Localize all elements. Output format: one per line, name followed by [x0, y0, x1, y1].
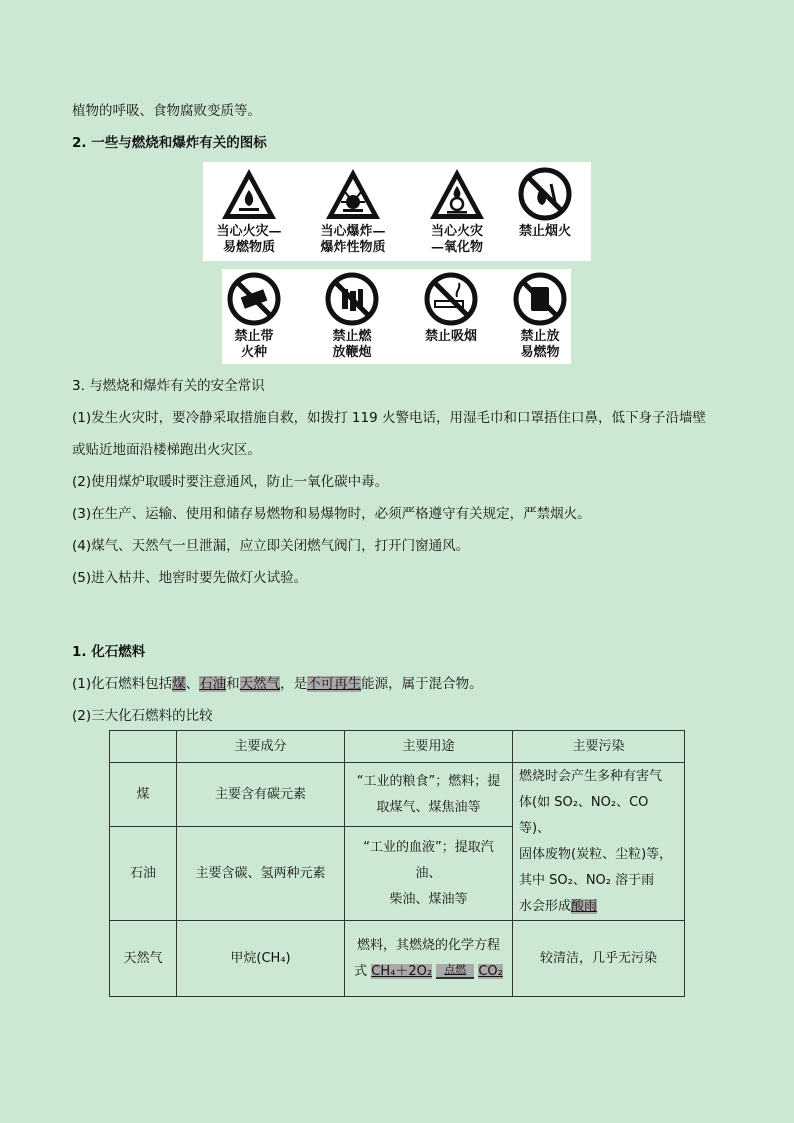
equation-product: CO₂	[478, 963, 503, 979]
fuel-name: 石油	[110, 827, 177, 921]
equation-condition-label: 点燃	[444, 962, 467, 976]
fuel-use	[345, 921, 513, 997]
sign-caption: 禁止燃 放鞭炮	[332, 329, 372, 360]
fuel-use-line: 取煤气、煤焦油等	[376, 799, 481, 815]
answer-gas: 天然气	[239, 676, 281, 692]
answer-acid-rain: 酸雨	[571, 898, 598, 914]
sign-panel-row1	[203, 162, 591, 261]
answer-nonrenewable: 不可再生	[307, 676, 362, 692]
pollution-line: 其中 SO₂、NO₂ 溶于雨	[519, 872, 655, 888]
fossil-fuels-intro	[72, 674, 483, 694]
fuel-use	[345, 827, 513, 921]
sign-caption: 禁止吸烟	[424, 329, 477, 344]
sign-explosive	[307, 166, 399, 256]
safety-item-4: (4)煤气、天然气一旦泄漏，应立即关闭燃气阀门，打开门窗通风。	[72, 538, 470, 554]
table-header-row	[110, 731, 685, 763]
fuel-pollution: 较清洁，几乎无污染	[513, 921, 685, 997]
no-fire-icon	[515, 166, 575, 222]
fuel-name: 煤	[110, 763, 177, 827]
sign-caption: 禁止带 火种	[234, 329, 274, 360]
fossil-fuel-comparison-table	[109, 730, 685, 997]
fuel-use-line: 燃料，其燃烧的化学方程	[356, 937, 500, 953]
sign-flammable	[203, 166, 295, 256]
fossil-text: ，是	[280, 676, 308, 692]
pollution-line: 水会形成	[519, 898, 572, 914]
fuel-composition: 主要含碳、氢两种元素	[177, 827, 345, 921]
answer-oil: 石油	[199, 676, 227, 692]
fuel-composition: 主要含有碳元素	[177, 763, 345, 827]
sign-oxidizer	[411, 166, 503, 256]
no-fireworks-icon	[322, 271, 382, 327]
section-heading-fossil: 1. 化石燃料	[72, 644, 146, 660]
sign-no-kindling	[208, 271, 300, 361]
no-smoking-icon	[421, 271, 481, 327]
pollution-line: 燃烧时会产生多种有害气	[519, 768, 663, 784]
table-header: 主要用途	[345, 731, 513, 763]
fuel-name: 天然气	[110, 921, 177, 997]
sign-no-flammables	[494, 271, 586, 361]
sign-no-fire	[499, 166, 591, 240]
safety-item-3: (3)在生产、运输、使用和储存易燃物和易爆物时，必须严格遵守有关规定，严禁烟火。	[72, 506, 591, 522]
fuel-use-line: “工业的血液”；提取汽油、	[363, 839, 494, 881]
equation-reactants: CH₄＋2O₂	[371, 963, 433, 979]
sign-caption: 当心爆炸— 爆炸性物质	[320, 224, 386, 255]
equation-arrow	[436, 977, 474, 979]
intro-text-line: 植物的呼吸、食物腐败变质等。	[72, 103, 261, 119]
sign-no-smoking	[405, 271, 497, 345]
section-heading-safety: 3. 与燃烧和爆炸有关的安全常识	[72, 378, 265, 394]
safety-item-5: (5)进入枯井、地窖时要先做灯火试验。	[72, 570, 308, 586]
flammable-warning-icon	[219, 166, 279, 222]
no-flammables-icon	[510, 271, 570, 327]
pollution-line: 固体废物(炭粒、尘粒)等，	[519, 846, 673, 862]
safety-item-2: (2)使用煤炉取暖时要注意通风，防止一氧化碳中毒。	[72, 474, 389, 490]
oxidizer-warning-icon	[427, 166, 487, 222]
sign-caption: 当心火灾 —氧化物	[430, 224, 483, 255]
fossil-text: 、	[185, 676, 200, 692]
section-heading-icons: 2. 一些与燃烧和爆炸有关的图标	[72, 135, 267, 151]
answer-coal: 煤	[172, 676, 186, 692]
fuel-use	[345, 763, 513, 827]
fossil-text: 和	[226, 676, 240, 692]
table-row-coal	[110, 763, 685, 827]
table-header: 主要污染	[513, 731, 685, 763]
explosive-warning-icon	[323, 166, 383, 222]
equation-prefix: 式	[354, 963, 372, 979]
equation-condition	[436, 964, 474, 979]
safety-item-1: (1)发生火灾时，要冷静采取措施自救，如拨打 119 火警电话，用湿毛巾和口罩捂住口鼻，低下身子沿墙壁	[72, 410, 706, 426]
table-header: 主要成分	[177, 731, 345, 763]
pollution-line: 体(如 SO₂、NO₂、CO 等)、	[519, 794, 649, 836]
fossil-text: (1)化石燃料包括	[72, 676, 173, 692]
fuel-composition: 甲烷(CH₄)	[177, 921, 345, 997]
sign-caption: 禁止放 易燃物	[520, 329, 560, 360]
table-header	[110, 731, 177, 763]
table-row-gas	[110, 921, 685, 997]
sign-panel-row2	[222, 269, 571, 364]
fuel-pollution	[513, 763, 685, 921]
sign-caption: 当心火灾— 易燃物质	[216, 224, 282, 255]
fossil-comparison-intro: (2)三大化石燃料的比较	[72, 708, 213, 724]
sign-caption: 禁止烟火	[518, 224, 571, 239]
fuel-use-line: “工业的粮食”；燃料；提	[356, 773, 501, 789]
safety-item-1-cont: 或贴近地面沿楼梯跑出火灾区。	[72, 442, 261, 458]
fossil-text: 能源，属于混合物。	[361, 676, 483, 692]
fuel-use-line: 柴油、煤油等	[389, 891, 468, 907]
no-kindling-icon	[224, 271, 284, 327]
sign-no-fireworks	[306, 271, 398, 361]
